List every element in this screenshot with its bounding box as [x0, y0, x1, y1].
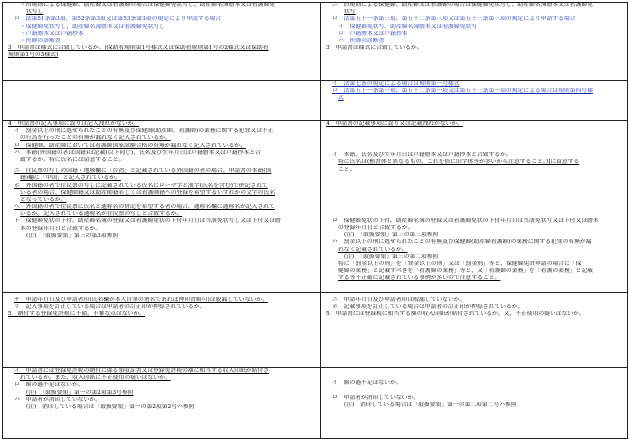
text-line: ロ 保健婦免状の下付、助産婦名簿の登録又は看護婦免状の下付年月日は当該免状写又は下付又は謄本: [332, 217, 599, 224]
text-line: [326, 368, 624, 376]
text-line: する等不正確に記載されている事例が多いので注意すること。: [338, 275, 501, 282]
text-line: 規則第1号の3様式): [8, 52, 59, 59]
text-line: 4 申請書の記載事項に誤り又は記載洩れがないか。: [326, 121, 464, 127]
table-row: [2, 121, 628, 293]
text-line: ホ 外国籍の者で住民票の写しに記載されている氏名にローマ字と漢字(氏名を含む)で併記されて: [14, 182, 268, 189]
text-line: 状写: [344, 9, 356, 16]
text-line: イ 額の過不足はないか。: [332, 380, 402, 386]
text-line: ト 保健婦免状の下付、助産婦名簿の登録又は看護婦免状の下付年月日は当該免状写し又は下付又は謄: [14, 218, 281, 225]
text-line: こと。: [338, 166, 356, 173]
table-row: [2, 81, 628, 121]
text-line: ホ 記載事項を訂正している場合は申請者の訂正印が押捺されているか。: [332, 304, 524, 311]
text-line: ハ 本籍(外国籍の者は国籍)は記載(以下同じ)、氏名及び生年月日は戸籍謄本又は戸籍抄本と合: [14, 149, 261, 156]
text-line: いる者の場合、保健師籍又は助産師籍若しくは看護師籍への登録を希望するいずれかの文字の氏名: [20, 189, 276, 196]
text-line: 状写し: [26, 9, 44, 16]
text-line: ニ 旧規則による保健婦、助産婦又は看護婦の場合は保健婦免状写し、助産婦名簿謄本又は看護婦免: [332, 2, 593, 8]
column-divider: [320, 2, 321, 439]
left-column-cell: [8, 368, 316, 411]
table-row: [2, 293, 628, 368]
right-column-cell: [326, 121, 624, 282]
left-column-cell: [8, 297, 316, 319]
text-line: イ 申請書には登録免許税の納付に係る領収証書又は登録免許税の額に相当する収入印紙が貼付さ: [14, 368, 270, 374]
left-column-cell: [8, 2, 316, 60]
right-column-cell: [326, 368, 624, 410]
text-line: [326, 128, 624, 136]
text-line: 4 申請書の記入事項に誤りは記入洩れがないか。: [8, 121, 140, 127]
text-line: となっているか。: [20, 196, 67, 203]
text-line: (注) 消印している場合は「取扱要領」第一の第二項第二号ハ参照: [344, 402, 517, 409]
right-column-cell: [326, 297, 624, 319]
text-line: [326, 136, 624, 144]
text-line: 本の登録年月日と合致するか。: [20, 225, 102, 232]
text-line: イ 本籍、氏名及び生年月日は戸籍謄本又は戸籍抄本と合致するか。: [332, 152, 512, 159]
text-line: 5 申請書には登録税に相当する額の収入印紙が貼付されているか。又、不正使用の疑いはないか。: [326, 311, 585, 318]
text-line: の行為を行ったことの有無が漏れなく記入されているか。: [20, 135, 171, 142]
text-line: (注) 消印している場合は「取扱要領」第一の第2項第2号ハ参照: [26, 403, 195, 410]
text-line: 式: [338, 95, 344, 102]
text-line: チ 申請年月日及び申請者印(氏名欄が本人自筆の署名であれば押印省略可)は脱漏していないか。: [14, 297, 268, 303]
text-line: 5 納付する登録免許税に不備、不審な点はないか。: [8, 311, 146, 318]
text-line: ・戸籍謄本又は戸籍抄本: [20, 30, 84, 37]
text-line: ロ 法第五十一条第三項、第五十二条第三項又は第五十三条第三項の規定により申請する場合: [332, 16, 576, 23]
right-column-cell: [326, 81, 624, 103]
text-line: イ 罰金以上の刑に処せられたことの有無及び保健師(助産師、看護師)の業務に関する犯罪又は不正: [14, 128, 274, 135]
left-column-cell: [8, 121, 316, 240]
text-line: ロ 法第五十一条第一項、第五十二条第一項又は第五十三条第一項の規定による場合は規則第四号様: [332, 88, 593, 95]
text-line: ロ 額の過不足はないか。: [14, 382, 84, 389]
text-line: イ 保健婦免状写、助産婦名簿謄本又は看護婦免状写: [338, 23, 478, 30]
text-line: ニ 住民票の写しの国籍・地域欄に「台湾」と記載されている外国籍の者の場合、申請書の本籍(国: [14, 168, 272, 175]
text-line: ニ 申請年月日及び申請者印は脱漏していないか。: [332, 297, 466, 303]
text-line: [326, 174, 624, 182]
text-line: [326, 198, 624, 206]
text-line: れているか。また、収入印紙に不正使用の疑いはないか。: [20, 375, 171, 382]
right-column-cell: [326, 2, 624, 52]
text-line: 特に氏名は(楷書体と異なるもの、これを俗に旧字体等が多いから注意すること。)]に留意する: [338, 159, 580, 166]
table-row: [2, 368, 628, 439]
text-line: 特に「罰金以上の刑」を「罪金以上の刑」又は「罰金刑」等と、保健婦免許申請の場合に「保: [338, 260, 582, 267]
text-line: 致するか。特に氏名には留意すること。: [20, 156, 125, 163]
text-line: ロ 戸籍謄本又は戸籍抄本: [338, 30, 408, 37]
text-line: (注) 「取扱要領」第三の第二項参照: [344, 253, 439, 260]
document-page: [2, 2, 628, 439]
text-line: の登録年月日と合致するか。: [338, 224, 414, 231]
text-line: イ 法第七条の規定による場合は規則第一号様式: [332, 81, 460, 87]
text-line: ・医師の診断書: [20, 37, 61, 44]
text-line: (注) 「取扱要領」第三の第三項参照: [344, 232, 439, 239]
text-line: ハ 医師の診断書: [338, 37, 385, 44]
text-line: 籍)欄に「中国」と記入されているか。: [20, 175, 121, 182]
text-line: [326, 190, 624, 198]
text-line: ロ 申請者が消印していないか。: [332, 395, 419, 402]
text-line: 3 申請書は様式に合致しているか。: [326, 45, 423, 52]
text-line: (注) 「取扱要領」第一の第2項第3号参照: [26, 389, 134, 396]
text-line: いるか。記入されている通称名が住民票の写しと合致するか。: [20, 211, 183, 218]
text-line: ロ 保健師、助産師においては看護師国家試験合格の有無が漏れなく記入されているか。: [14, 142, 246, 149]
text-line: [326, 182, 624, 190]
table-row: [2, 2, 628, 81]
text-line: ・保健婦免状写し、助産婦名簿謄本又は看護婦免状写し: [20, 23, 165, 30]
text-line: ・旧規則による保健婦、助産婦又は看護婦の場合は保健婦免状写し、助産婦名簿謄本又は看護婦免: [20, 2, 276, 8]
text-line: (注) 「取扱要領」第三の第3項参照: [26, 232, 119, 239]
text-line: ヘ 外国籍の者で住民票に氏名と通称名の併記を希望する者の場合、通称名欄に通称名が記入されて: [14, 204, 275, 211]
text-line: れなく記載されているか。: [338, 246, 408, 253]
text-line: リ 記入事項を訂正している場合は申請者の訂正印が押捺されているか。: [14, 304, 206, 311]
text-line: ハ 申請者が消印していないか。: [14, 396, 101, 403]
text-line: ロ 法第51条第3項、第52条第3項又は第53条第3項の規定により申請する場合: [14, 16, 222, 23]
text-line: [326, 144, 624, 152]
text-line: [326, 206, 624, 214]
text-line: ハ 罰金以上の刑に処せられたことの有無及び保健婦(助産婦看護婦)の業務に関する犯罪の有無が漏: [332, 239, 592, 246]
text-line: 3 申請書は様式に合致しているか。(保助看規則第1号様式又は保助看規則第1号の2様式又は保助看: [8, 45, 269, 52]
text-line: [326, 387, 624, 395]
text-line: 健婦の業務」と記載すべきを「看護婦の業務」等と、又「看護婦の業務」を「看護の業務」と記載: [338, 268, 593, 275]
